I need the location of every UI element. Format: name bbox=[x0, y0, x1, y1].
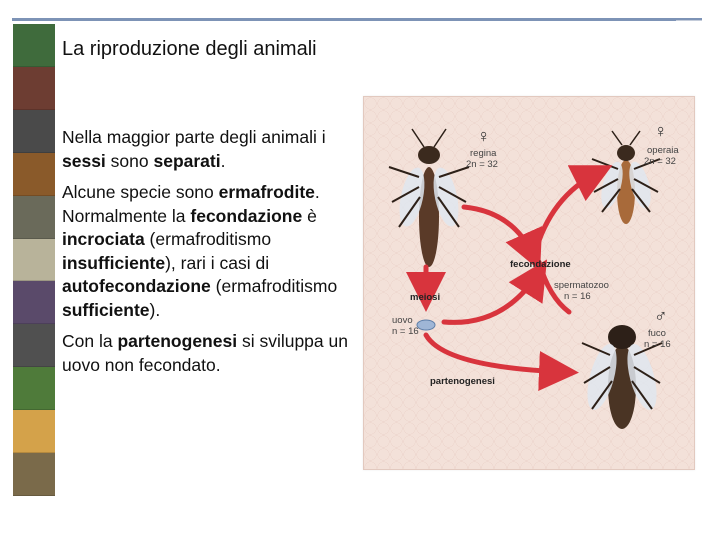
slide-body bbox=[62, 126, 362, 385]
photo-tile bbox=[13, 24, 55, 67]
photo-tile bbox=[13, 239, 55, 282]
paragraph-hermaphrodites bbox=[62, 181, 362, 322]
photo-tile bbox=[13, 110, 55, 153]
label-fuco: fuco bbox=[648, 328, 666, 339]
label-meiosi: meiosi bbox=[410, 292, 441, 303]
photo-tile bbox=[13, 67, 55, 110]
bold-term: incrociata bbox=[62, 229, 145, 249]
text-run: (ermafroditismo bbox=[210, 276, 338, 296]
female-symbol-worker: ♀ bbox=[654, 121, 668, 141]
photo-tile bbox=[13, 453, 55, 496]
photo-tile bbox=[13, 153, 55, 196]
bold-term: insufficiente bbox=[62, 252, 166, 273]
bold-term: autofecondazione bbox=[62, 276, 211, 296]
label-spermatozoo-value: n = 16 bbox=[564, 291, 591, 302]
label-uovo-value: n = 16 bbox=[392, 326, 419, 337]
text-run: (ermafroditismo bbox=[144, 229, 272, 249]
diagram-drawing bbox=[364, 97, 694, 469]
label-fuco-value: n = 16 bbox=[644, 339, 671, 350]
bee-reproduction-diagram bbox=[363, 96, 695, 470]
label-regina: regina bbox=[470, 148, 497, 159]
photo-tile bbox=[13, 410, 55, 453]
text-run: Nella maggior parte degli animali i bbox=[62, 127, 326, 147]
text-run: Con la bbox=[62, 331, 118, 351]
header-rule-end bbox=[676, 20, 702, 21]
slide-title: La riproduzione degli animali bbox=[62, 38, 317, 60]
photo-tile bbox=[13, 324, 55, 367]
header-rule bbox=[12, 18, 702, 21]
text-run: . bbox=[220, 150, 226, 171]
photo-tile bbox=[13, 196, 55, 239]
bold-term: separati bbox=[153, 150, 221, 171]
label-spermatozoo: spermatozoo bbox=[554, 280, 609, 291]
text-run: ), rari i casi di bbox=[165, 252, 270, 273]
text-run: Alcune specie sono bbox=[62, 182, 219, 202]
decorative-photo-strip bbox=[13, 24, 55, 496]
male-symbol-drone: ♂ bbox=[654, 306, 668, 326]
photo-tile bbox=[13, 281, 55, 324]
text-run: si sviluppa un uovo non fecondato. bbox=[62, 331, 348, 375]
label-uovo: uovo bbox=[392, 315, 413, 326]
label-partenogenesi: partenogenesi bbox=[430, 376, 495, 387]
text-run: ). bbox=[149, 299, 161, 320]
text-run: sono bbox=[105, 150, 154, 171]
label-operaia-value: 2n = 32 bbox=[644, 156, 676, 167]
bold-term: sessi bbox=[62, 150, 106, 171]
paragraph-sexes bbox=[62, 126, 362, 173]
bold-term: partenogenesi bbox=[117, 331, 238, 351]
bold-term: ermafrodite bbox=[218, 182, 315, 202]
label-regina-value: 2n = 32 bbox=[466, 159, 498, 170]
text-run: è bbox=[302, 205, 317, 226]
photo-tile bbox=[13, 367, 55, 410]
paragraph-parthenogenesis bbox=[62, 330, 362, 377]
bold-term: fecondazione bbox=[190, 205, 303, 226]
queen-bee-illustration bbox=[389, 129, 469, 267]
text-run: . Normalmente la bbox=[62, 182, 320, 226]
egg-shape bbox=[417, 320, 435, 330]
label-fecondazione: fecondazione bbox=[510, 259, 571, 270]
female-symbol-queen: ♀ bbox=[477, 126, 491, 146]
bold-term: sufficiente bbox=[62, 299, 150, 320]
label-operaia: operaia bbox=[647, 145, 679, 156]
